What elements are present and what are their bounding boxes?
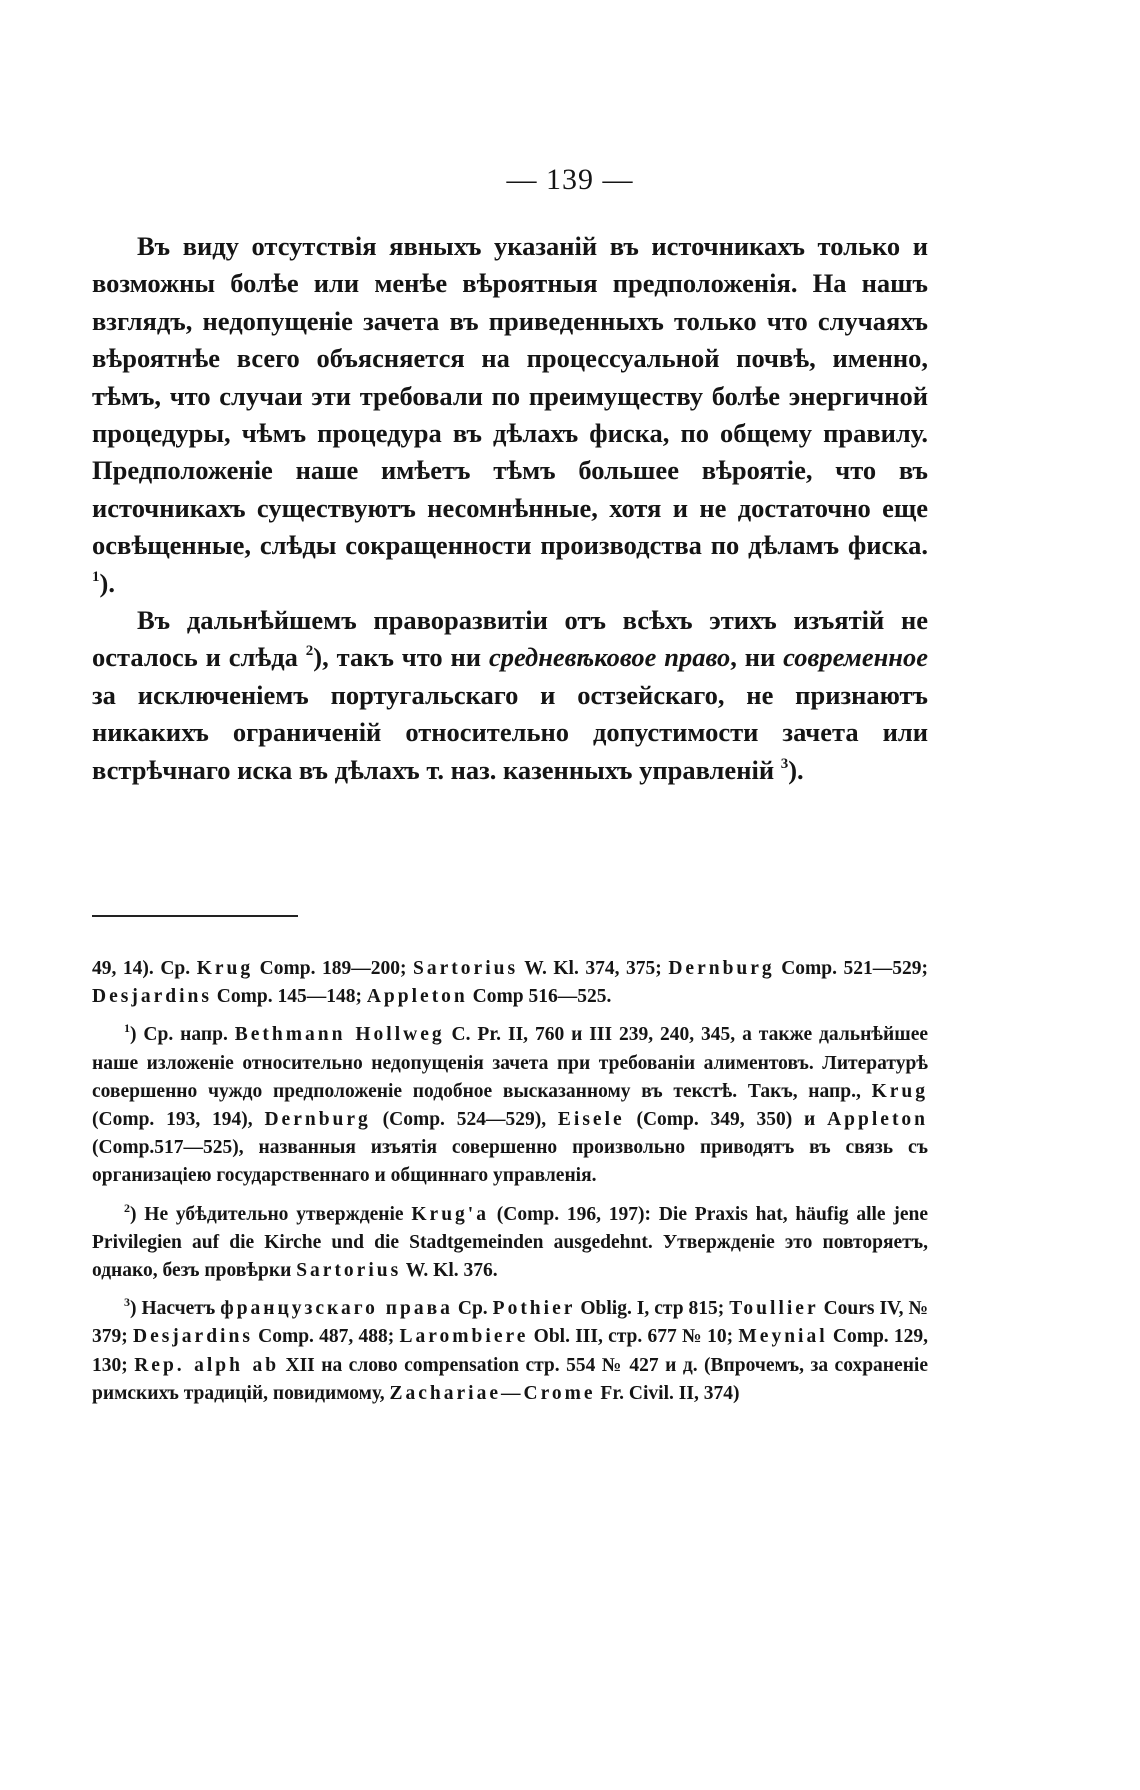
author-name: Sartorius (413, 958, 519, 979)
paragraph-2-text-a: Въ дальнѣйшемъ праворазвитіи отъ всѣхъ этихъ изъятій не осталось и слѣда (92, 605, 928, 673)
author-name: Pothier (492, 1298, 576, 1320)
fn-text: ) Насчетъ (130, 1298, 216, 1320)
fn-text: (Comp. 349, 350) и (636, 1109, 816, 1131)
fn-text: Fr. Civil. II, 374) (600, 1382, 740, 1404)
footnotes (92, 955, 928, 1418)
fn-text: Oblig. I, стр 815; (580, 1298, 725, 1320)
paragraph-1-text: Въ виду отсутствія явныхъ указаній въ источникахъ только и возможны болѣе или менѣе вѣроятныя предположенія. На нашъ взглядъ, недопущеніе зачета въ приведенныхъ только что случаяхъ вѣроятнѣе всего объясняется на процессуальной почвѣ, именно, тѣмъ, что случаи эти требовали по преимуществу болѣе энергичной процедуры, чѣмъ процедура въ дѣлахъ фиска, по общему правилу. Предположеніе наше имѣетъ тѣмъ большее вѣроятіе, что въ источникахъ существуютъ несомнѣнные, хотя и не достаточно еще освѣщенные, слѣды сокращенности производства по дѣламъ фиска. (92, 231, 928, 561)
fn-text: (Comp. 524—529), (382, 1109, 547, 1131)
author-name: Krug (871, 1080, 929, 1102)
fn-text: Comp 516—525. (472, 986, 612, 1008)
paragraph-2-text-b: ), такъ что ни (313, 642, 482, 673)
paragraph-2-end: ). (788, 754, 804, 785)
author-name: Meynial (738, 1326, 828, 1348)
author-name: Krug'a (411, 1203, 489, 1225)
page-number: — 139 — (506, 163, 634, 196)
footnote-1 (92, 1021, 928, 1190)
fn-text: Comp. 487, 488; (258, 1326, 395, 1348)
footnote-ref-3[interactable]: 3 (780, 755, 789, 772)
fn-text: 49, 14). Ср. (92, 958, 191, 979)
fn-text: Obl. III, стр. 677 № 10; (533, 1326, 734, 1348)
author-name: Sartorius (296, 1260, 402, 1282)
footnote-3 (92, 1295, 928, 1408)
footnote-1-mark: 1 (124, 1021, 130, 1036)
author-name: Appleton (827, 1109, 929, 1131)
author-name: Eisele (557, 1109, 625, 1131)
fn-text: Comp. 521—529; (781, 958, 929, 979)
paragraph-2-text-d: за исключеніемъ португальскаго и остзейскаго, не признаютъ никакихъ ограниченій относительно допустимости зачета или встрѣчнаго иска въ дѣлахъ т. наз. казенныхъ управленій (92, 679, 928, 785)
author-name: Bethmann Hollweg (234, 1024, 445, 1046)
paragraph-1 (92, 228, 928, 602)
author-name: Rep. alph ab (134, 1354, 280, 1376)
footnote-ref-1[interactable]: 1 (92, 568, 100, 585)
italic-term-medieval-law: средневѣковое право (488, 642, 731, 673)
fn-text: C. Pr. II, 760 и III 239, 240, 345, а также дальнѣйшее наше изложеніе относительно недопущенія зачета при требованіи алиментовъ. Литературѣ совершенно чуждо предположеніе подобное высказанному въ текстѣ. Такъ, напр., (92, 1024, 929, 1102)
fn-text: (Comp. 193, 194), (92, 1109, 253, 1131)
fn-text: ) Не убѣдительно утвержденіе (130, 1203, 404, 1225)
footnote-2-mark: 2 (124, 1200, 130, 1215)
author-name: Larombiere (399, 1326, 529, 1348)
fn-text: XII на слово compensation стр. 554 № 427 и д. (Впрочемъ, за сохраненіе римскихъ традицій, повидимому, (92, 1354, 929, 1404)
fn-text: W. Kl. 376. (405, 1260, 498, 1282)
author-name: Desjardins (92, 986, 212, 1008)
paragraph-2 (92, 602, 928, 789)
fn-text: Ср. (457, 1298, 488, 1320)
paragraph-2-text-c: , ни (730, 642, 776, 673)
spaced-term: французскаго права (220, 1298, 453, 1320)
author-name: Krug (196, 958, 254, 979)
main-text (92, 228, 928, 789)
footnote-ref-2[interactable]: 2 (305, 643, 314, 660)
paragraph-1-end: ). (99, 567, 115, 598)
author-name: Dernburg (668, 958, 775, 979)
footnote-3-mark: 3 (124, 1295, 130, 1310)
footnote-2 (92, 1201, 928, 1286)
author-name: Desjardins (132, 1326, 253, 1348)
footnote-divider (92, 915, 298, 917)
italic-term-modern: современное (783, 642, 929, 673)
author-name: Zachariae—Crome (389, 1382, 596, 1404)
fn-text: Cours IV, № 379; (92, 1298, 929, 1348)
author-name: Dernburg (264, 1109, 371, 1131)
fn-text: (Comp. 196, 197): Die Praxis hat, häufig alle jene Privilegien auf die Kirche und die Stadtgemeinden ausgedehnt. Утвержденіе это повторяетъ, однако, безъ провѣрки (92, 1203, 929, 1282)
fn-text: Comp. 129, 130; (92, 1326, 929, 1376)
fn-text: Comp. 145—148; (216, 986, 362, 1008)
author-name: Appleton (366, 986, 468, 1008)
fn-text: (Comp.517—525), названныя изъятія совершенно произвольно приводятъ въ связь съ организаціею государственнаго и общиннаго управленія. (92, 1137, 928, 1187)
author-name: Toullier (729, 1298, 819, 1320)
fn-text: Comp. 189—200; (259, 958, 407, 979)
fn-text: ) Ср. напр. (130, 1024, 228, 1046)
footnote-continuation (92, 955, 928, 1011)
fn-text: W. Kl. 374, 375; (524, 958, 662, 979)
